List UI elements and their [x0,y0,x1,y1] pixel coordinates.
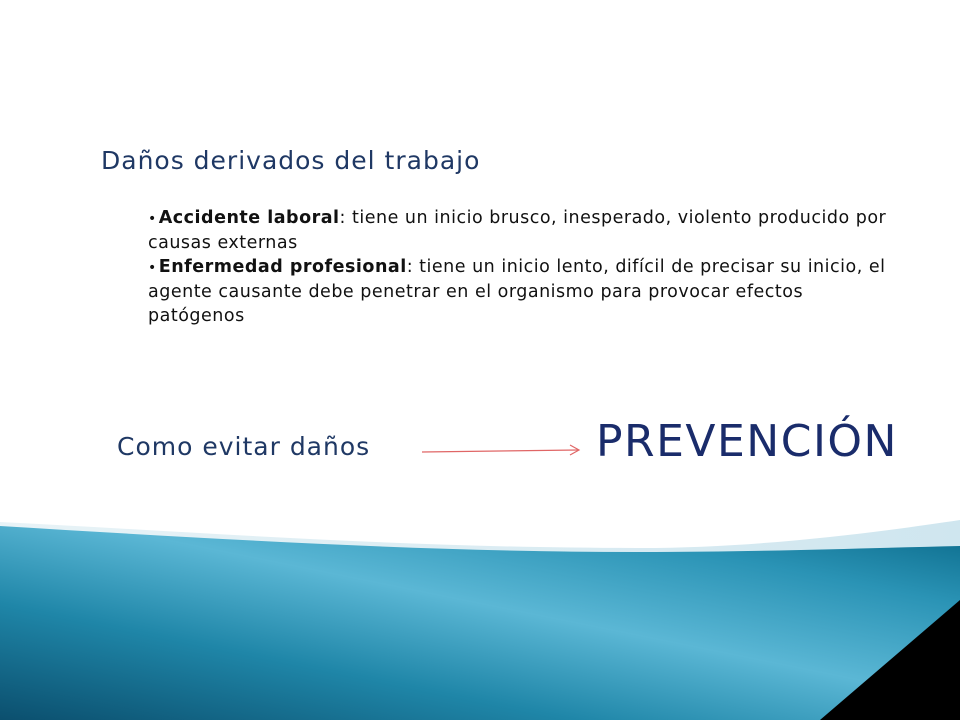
bullet-item-disease [148,255,888,328]
bullet-term: Accidente laboral [158,208,340,228]
bullet-item-accident [148,206,888,255]
bullet-term: Enfermedad profesional [158,257,407,277]
bullet-dot-icon: • [148,211,157,227]
bullet-dot-icon: • [148,260,157,276]
answer-keyword: PREVENCIÓN [596,416,898,467]
main-wave-band [0,526,960,720]
bullet-text: : tiene un inicio lento, difícil de precisar su inicio, el agente causante debe penetrar en el organismo para provocar efectos patógenos [148,257,886,326]
question-text: Como evitar daños [117,432,371,461]
right-arrow-icon [420,440,585,460]
bullet-text: : tiene un inicio brusco, inesperado, violento producido por causas externas [148,208,887,253]
slide-title: Daños derivados del trabajo [101,146,481,175]
bullet-list [148,206,888,328]
